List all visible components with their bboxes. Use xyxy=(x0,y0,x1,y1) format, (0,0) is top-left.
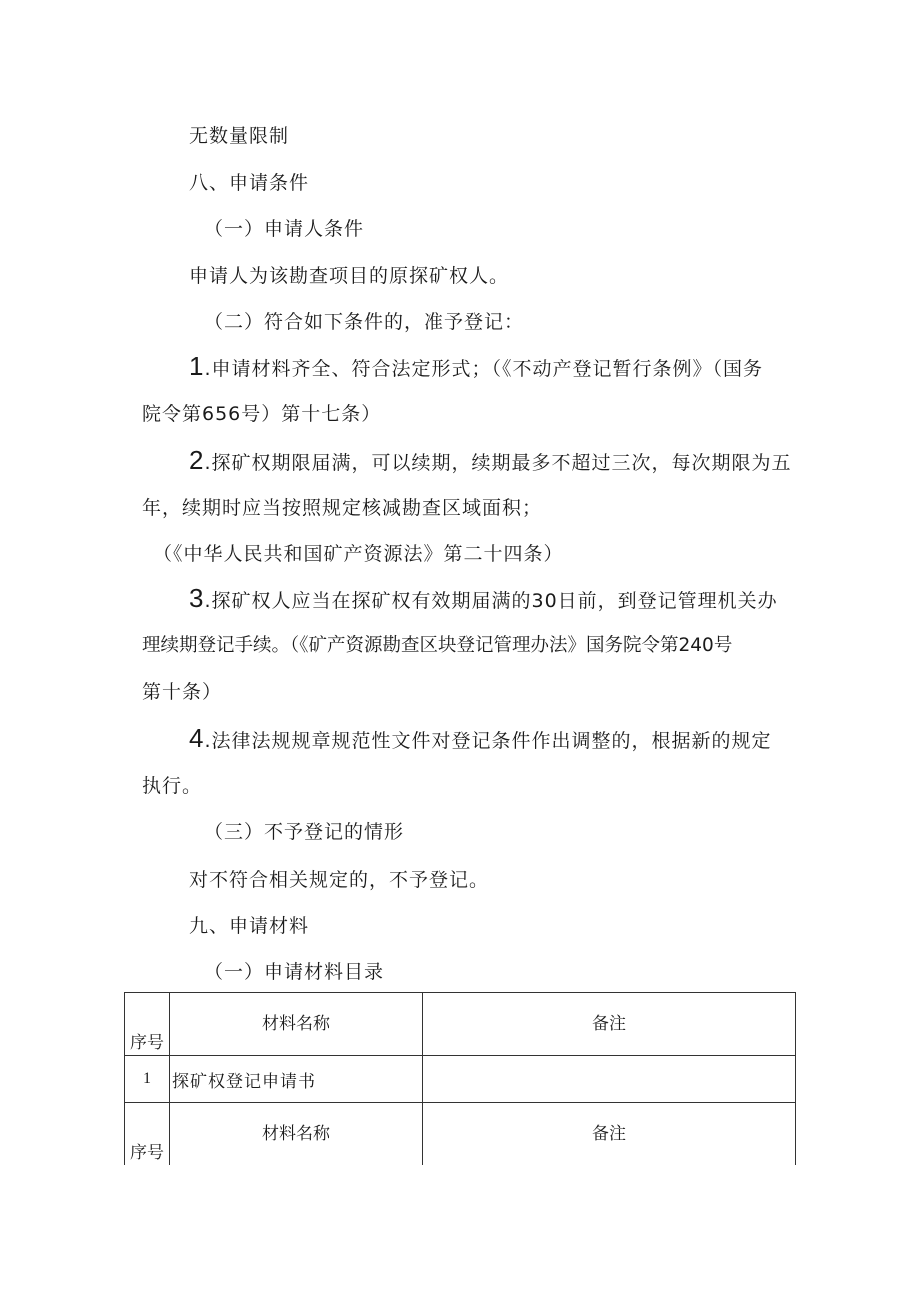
header-serial-number: 序号 xyxy=(125,1103,170,1166)
list-item-3 xyxy=(189,584,778,615)
cell-serial-number: 1 xyxy=(125,1056,170,1103)
list-item-4 xyxy=(189,724,772,755)
header-remarks: 备注 xyxy=(423,1103,796,1166)
list-item-2-text: .探矿权期限届满，可以续期，续期最多不超过三次，每次期限为五 xyxy=(204,452,792,474)
header-material-name: 材料名称 xyxy=(170,993,423,1056)
list-item-4-continued: 执行。 xyxy=(142,775,203,797)
subheading-approval-conditions: （二）符合如下条件的，准予登记： xyxy=(204,311,525,333)
subheading-refusal-cases: （三）不予登记的情形 xyxy=(204,821,405,843)
list-item-1-continued: 院令第656号）第十七条） xyxy=(142,403,382,425)
table-row xyxy=(125,1056,796,1103)
text-no-quantity-limit: 无数量限制 xyxy=(189,125,290,147)
list-item-3-citation: 第十条） xyxy=(142,681,223,703)
list-item-1 xyxy=(189,352,763,383)
list-item-2-citation: （《中华人民共和国矿产资源法》第二十四条） xyxy=(153,543,564,565)
section-heading-application-conditions: 八、申请条件 xyxy=(189,172,310,194)
list-item-1-number: 1 xyxy=(189,351,205,381)
subheading-materials-list: （一）申请材料目录 xyxy=(204,961,385,983)
list-item-3-continued: 理续期登记手续。（《矿产资源勘查区块登记管理办法》国务院令第240号 xyxy=(142,635,733,656)
list-item-2-continued: 年，续期时应当按照规定核减勘查区域面积； xyxy=(142,497,543,519)
list-item-3-text: .探矿权人应当在探矿权有效期届满的30日前，到登记管理机关办 xyxy=(204,590,778,612)
cell-remarks xyxy=(423,1056,796,1103)
header-serial-number: 序号 xyxy=(125,993,170,1056)
table-header-row xyxy=(125,993,796,1056)
subheading-applicant-conditions: （一）申请人条件 xyxy=(204,218,365,240)
header-material-name: 材料名称 xyxy=(170,1103,423,1166)
list-item-4-text: .法律法规规章规范性文件对登记条件作出调整的，根据新的规定 xyxy=(204,730,772,752)
list-item-1-text: .申请材料齐全、符合法定形式；（《不动产登记暂行条例》（国务 xyxy=(204,358,764,380)
text-applicant-requirement: 申请人为该勘查项目的原探矿权人。 xyxy=(189,265,510,287)
list-item-2 xyxy=(189,446,792,477)
section-heading-application-materials: 九、申请材料 xyxy=(189,915,310,937)
table-header-row-repeated xyxy=(125,1103,796,1166)
list-item-3-number: 3 xyxy=(189,583,205,613)
list-item-4-number: 4 xyxy=(189,723,205,753)
text-refusal-rule: 对不符合相关规定的，不予登记。 xyxy=(189,869,490,891)
header-remarks: 备注 xyxy=(423,993,796,1056)
cell-material-name: 探矿权登记申请书 xyxy=(170,1056,423,1103)
list-item-2-number: 2 xyxy=(189,445,205,475)
materials-table xyxy=(124,992,796,1165)
